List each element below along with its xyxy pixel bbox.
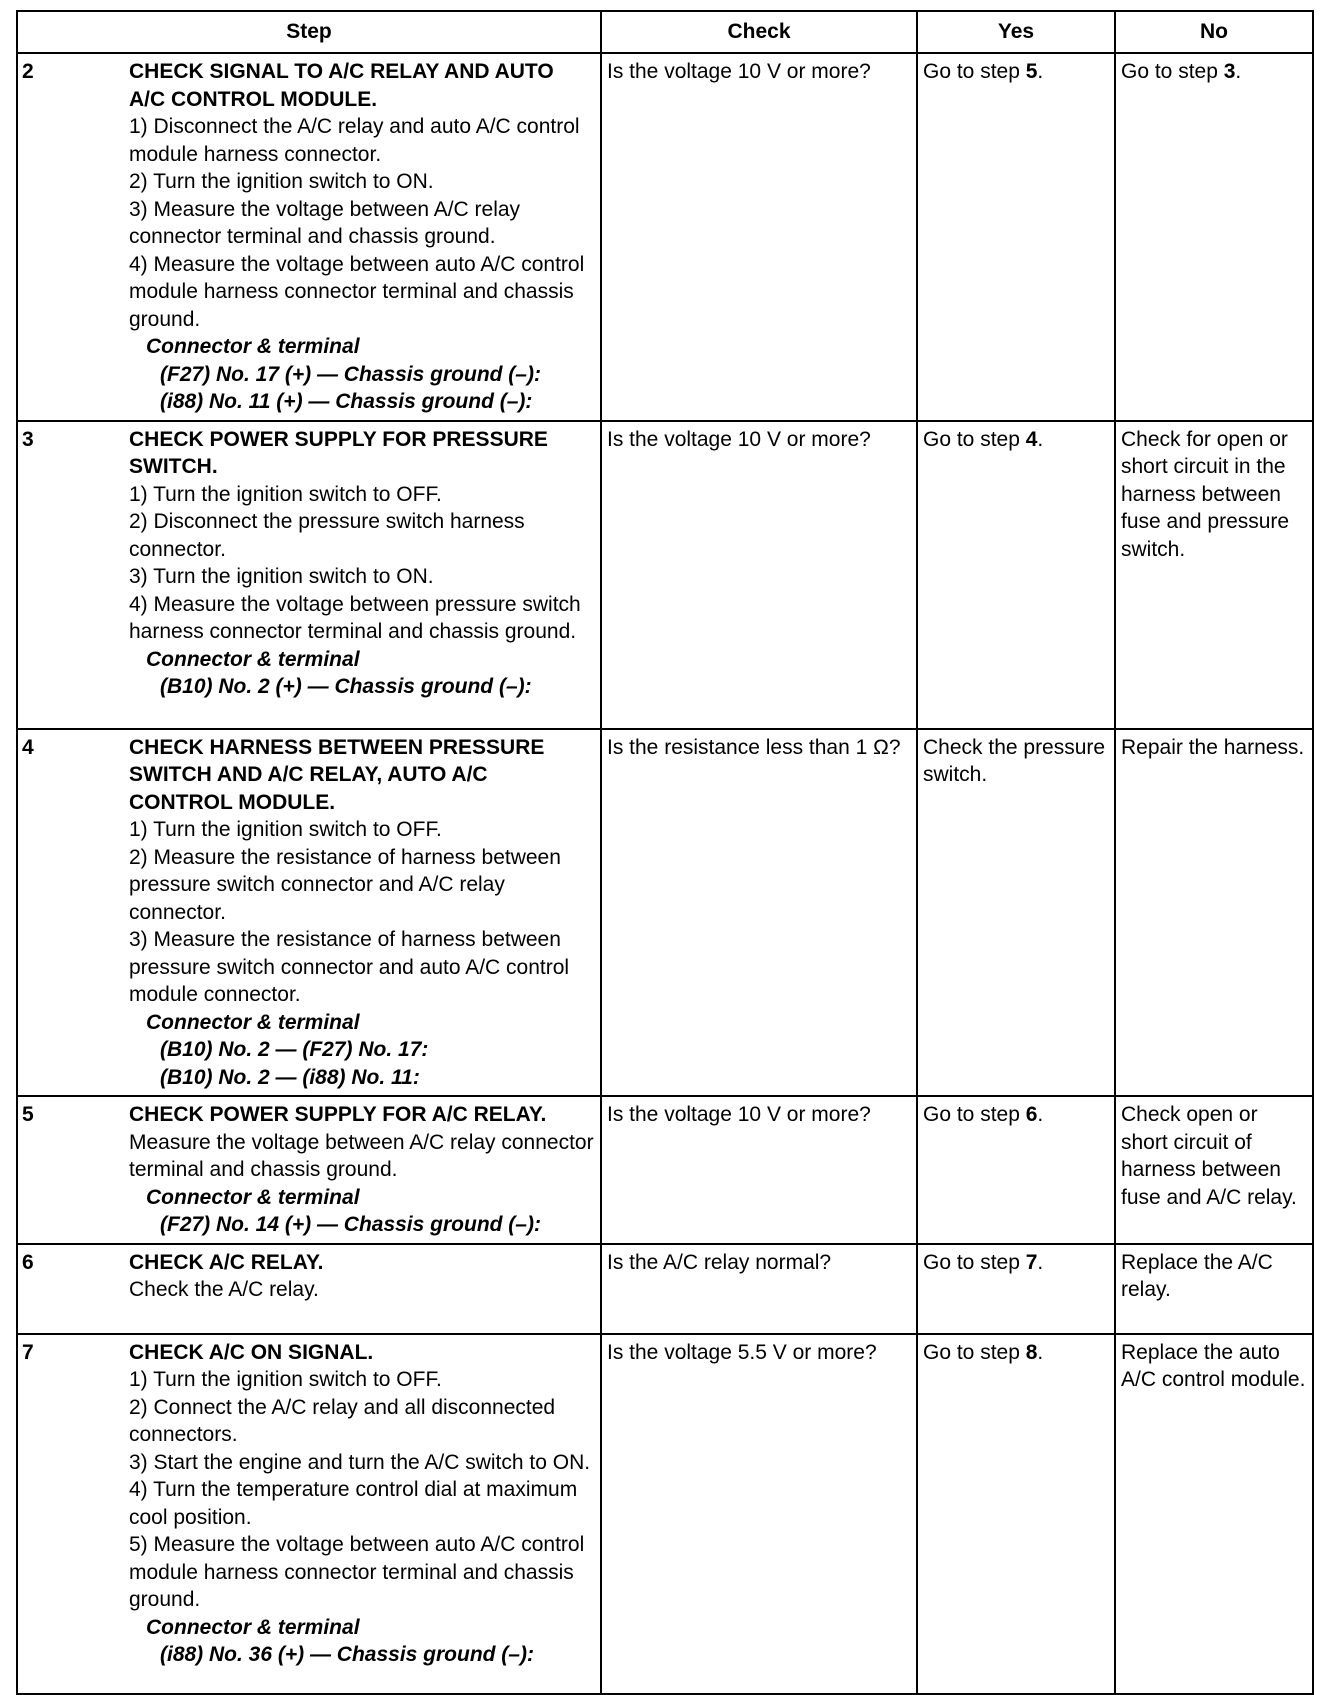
- step-cell: [17, 53, 601, 421]
- step-instruction: 3) Turn the ignition switch to ON.: [129, 565, 434, 588]
- step-instruction: 1) Disconnect the A/C relay and auto A/C control module harness connector.: [129, 115, 580, 166]
- yes-step-ref: 5: [1025, 60, 1038, 83]
- step-instruction: 4) Measure the voltage between pressure switch harness connector terminal and chassis ground.: [129, 592, 581, 643]
- step-cell: [17, 1096, 601, 1244]
- yes-tail: .: [1037, 60, 1044, 83]
- step-instruction: Measure the voltage between A/C relay connector terminal and chassis ground.: [129, 1130, 594, 1181]
- yes-text: Go to step: [923, 60, 1026, 83]
- step-instruction: 4) Measure the voltage between auto A/C control module harness connector terminal and chassis ground.: [129, 252, 585, 331]
- connector-spec: (F27) No. 14 (+) — Chassis ground (–):: [160, 1213, 541, 1236]
- no-text: Check open or short circuit of harness between fuse and A/C relay.: [1121, 1103, 1297, 1209]
- table-row: [17, 729, 1313, 1097]
- table-row: [17, 1244, 1313, 1334]
- yes-tail: .: [1037, 1340, 1044, 1364]
- yes-text: Go to step: [923, 1103, 1026, 1126]
- step-title: CHECK A/C RELAY.: [129, 1250, 324, 1274]
- check-cell: Is the resistance less than 1 Ω?: [601, 729, 917, 1097]
- step-body: [129, 1249, 594, 1304]
- connector-spec: (B10) No. 2 — (F27) No. 17:: [160, 1038, 429, 1061]
- header-yes: Yes: [917, 11, 1115, 53]
- connector-spec: (i88) No. 36 (+) — Chassis ground (–):: [160, 1643, 534, 1666]
- no-text: Go to step: [1121, 60, 1224, 83]
- step-instruction: 2) Measure the resistance of harness between pressure switch connector and A/C relay connector.: [129, 845, 561, 924]
- step-number: 2: [22, 60, 34, 83]
- yes-cell: [917, 1334, 1115, 1694]
- step-body: [129, 734, 594, 1092]
- step-cell: [17, 729, 601, 1097]
- step-cell: [17, 421, 601, 729]
- yes-step-ref: 7: [1025, 1250, 1038, 1274]
- step-instruction: 2) Turn the ignition switch to ON.: [129, 170, 434, 193]
- no-cell: [1115, 1334, 1313, 1694]
- table-row: [17, 1334, 1313, 1694]
- no-cell: [1115, 1096, 1313, 1244]
- step-body: [129, 426, 594, 701]
- no-cell: [1115, 729, 1313, 1097]
- no-cell: [1115, 1244, 1313, 1334]
- step-instruction: 3) Measure the voltage between A/C relay connector terminal and chassis ground.: [129, 197, 521, 248]
- header-check: Check: [601, 11, 917, 53]
- check-cell: Is the voltage 5.5 V or more?: [601, 1334, 917, 1694]
- step-body: [129, 58, 594, 416]
- step-instruction: 4) Turn the temperature control dial at maximum cool position.: [129, 1478, 578, 1529]
- step-instruction: 3) Start the engine and turn the A/C switch to ON.: [129, 1450, 591, 1474]
- table-row: [17, 53, 1313, 421]
- yes-cell: [917, 421, 1115, 729]
- step-body: [129, 1101, 594, 1239]
- yes-tail: .: [1037, 427, 1044, 451]
- yes-step-ref: 8: [1025, 1340, 1038, 1364]
- no-cell: [1115, 53, 1313, 421]
- no-text: Replace the auto A/C control module.: [1121, 1340, 1306, 1391]
- connector-spec: (B10) No. 2 — (i88) No. 11:: [160, 1065, 420, 1089]
- yes-text: Go to step: [923, 1250, 1026, 1274]
- connector-heading: Connector & terminal: [146, 647, 360, 671]
- table-header-row: [17, 11, 1313, 53]
- step-instruction: 5) Measure the voltage between auto A/C control module harness connector terminal and chassis ground.: [129, 1533, 585, 1611]
- step-title: CHECK HARNESS BETWEEN PRESSURE SWITCH AND A/C RELAY, AUTO A/C CONTROL MODULE.: [129, 735, 545, 814]
- yes-cell: [917, 53, 1115, 421]
- table-row: [17, 421, 1313, 729]
- step-title: CHECK POWER SUPPLY FOR PRESSURE SWITCH.: [129, 427, 548, 478]
- step-cell: [17, 1334, 601, 1694]
- step-instruction: 2) Disconnect the pressure switch harness connector.: [129, 510, 525, 561]
- yes-text: Go to step: [923, 1340, 1026, 1364]
- no-cell: [1115, 421, 1313, 729]
- header-no: No: [1115, 11, 1313, 53]
- connector-heading: Connector & terminal: [146, 1185, 360, 1209]
- yes-text: Check the pressure switch.: [923, 735, 1106, 786]
- check-cell: Is the voltage 10 V or more?: [601, 1096, 917, 1244]
- check-cell: Is the voltage 10 V or more?: [601, 421, 917, 729]
- step-number: 7: [22, 1340, 34, 1364]
- connector-spec: (B10) No. 2 (+) — Chassis ground (–):: [160, 675, 532, 698]
- header-step: Step: [17, 11, 601, 53]
- step-cell: [17, 1244, 601, 1334]
- step-title: CHECK A/C ON SIGNAL.: [129, 1340, 374, 1364]
- no-tail: .: [1235, 60, 1242, 83]
- no-text: Repair the harness.: [1121, 735, 1305, 759]
- step-instruction: 3) Measure the resistance of harness between pressure switch connector and auto A/C control module connector.: [129, 928, 570, 1006]
- connector-heading: Connector & terminal: [146, 335, 360, 358]
- check-cell: Is the voltage 10 V or more?: [601, 53, 917, 421]
- step-number: 4: [22, 735, 34, 759]
- yes-cell: [917, 1096, 1115, 1244]
- check-cell: Is the A/C relay normal?: [601, 1244, 917, 1334]
- yes-cell: [917, 729, 1115, 1097]
- yes-step-ref: 4: [1025, 427, 1038, 451]
- step-instruction: 2) Connect the A/C relay and all disconnected connectors.: [129, 1395, 556, 1446]
- connector-spec: (i88) No. 11 (+) — Chassis ground (–):: [160, 390, 533, 413]
- no-step-ref: 3: [1223, 60, 1236, 83]
- step-body: [129, 1339, 594, 1669]
- step-number: 6: [22, 1250, 34, 1274]
- step-instruction: 1) Turn the ignition switch to OFF.: [129, 818, 442, 841]
- no-text: Check for open or short circuit in the harness between fuse and pressure switch.: [1121, 427, 1290, 561]
- step-instruction: 1) Turn the ignition switch to OFF.: [129, 482, 442, 506]
- connector-heading: Connector & terminal: [146, 1615, 360, 1639]
- step-title: CHECK POWER SUPPLY FOR A/C RELAY.: [129, 1103, 547, 1126]
- yes-step-ref: 6: [1025, 1103, 1038, 1126]
- table-row: [17, 1096, 1313, 1244]
- yes-tail: .: [1037, 1103, 1044, 1126]
- step-instruction: 1) Turn the ignition switch to OFF.: [129, 1368, 442, 1391]
- step-instruction: Check the A/C relay.: [129, 1278, 319, 1301]
- step-title: CHECK SIGNAL TO A/C RELAY AND AUTO A/C CONTROL MODULE.: [129, 60, 554, 111]
- no-text: Replace the A/C relay.: [1121, 1250, 1273, 1301]
- yes-cell: [917, 1244, 1115, 1334]
- connector-heading: Connector & terminal: [146, 1010, 360, 1034]
- yes-tail: .: [1037, 1250, 1044, 1274]
- connector-spec: (F27) No. 17 (+) — Chassis ground (–):: [160, 362, 541, 386]
- step-number: 5: [22, 1103, 34, 1126]
- yes-text: Go to step: [923, 427, 1026, 451]
- diagnostic-procedure-table: [16, 10, 1314, 1695]
- step-number: 3: [22, 427, 34, 451]
